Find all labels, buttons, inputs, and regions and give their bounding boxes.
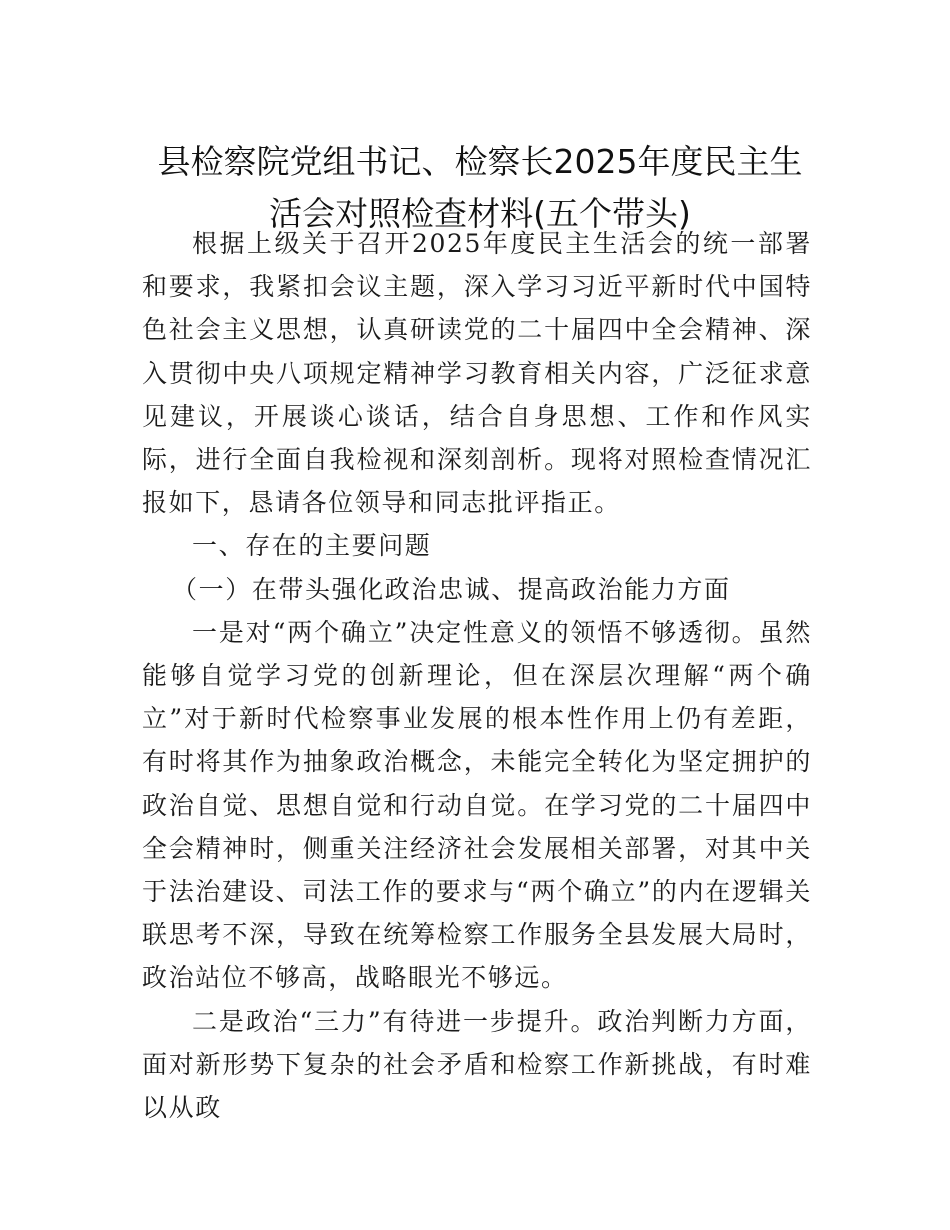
document-title-line-1: 县检察院党组书记、检察长2025年度民主生 xyxy=(157,142,803,181)
intro-paragraph: 根据上级关于召开2025年度民主生活会的统一部署和要求，我紧扣会议主题，深入学习习近平新时代中国特色社会主义思想，认真研读党的二十届四中全会精神、深入贯彻中央八项规定精神学习教育相关内容，广泛征求意见建议，开展谈心谈话，结合自身思想、工作和作风实际，进行全面自我检视和深刻剖析。现将对照检查情况汇报如下，恳请各位领导和同志批评指正。 xyxy=(142,229,812,518)
document-body xyxy=(142,222,812,1129)
body-paragraph: 一是对“两个确立”决定性意义的领悟不够透彻。虽然能够自觉学习党的创新理论，但在深层次理解“两个确立”对于新时代检察事业发展的根本性作用上仍有差距，有时将其作为抽象政治概念，未能完全转化为坚定拥护的政治自觉、思想自觉和行动自觉。在学习党的二十届四中全会精神时，侧重关注经济社会发展相关部署，对其中关于法治建设、司法工作的要求与“两个确立”的内在逻辑关联思考不深，导致在统筹检察工作服务全县发展大局时，政治站位不够高，战略眼光不够远。 xyxy=(142,617,812,993)
document-title-line-2: 活会对照检查材料(五个带头) xyxy=(269,194,691,233)
subsection-heading: （一）在带头强化政治忠诚、提高政治能力方面 xyxy=(172,574,731,604)
body-paragraph: 二是政治“三力”有待进一步提升。政治判断力方面，面对新形势下复杂的社会矛盾和检察工作新挑战，有时难以从政 xyxy=(142,1006,812,1123)
section-heading: 一、存在的主要问题 xyxy=(192,531,432,561)
